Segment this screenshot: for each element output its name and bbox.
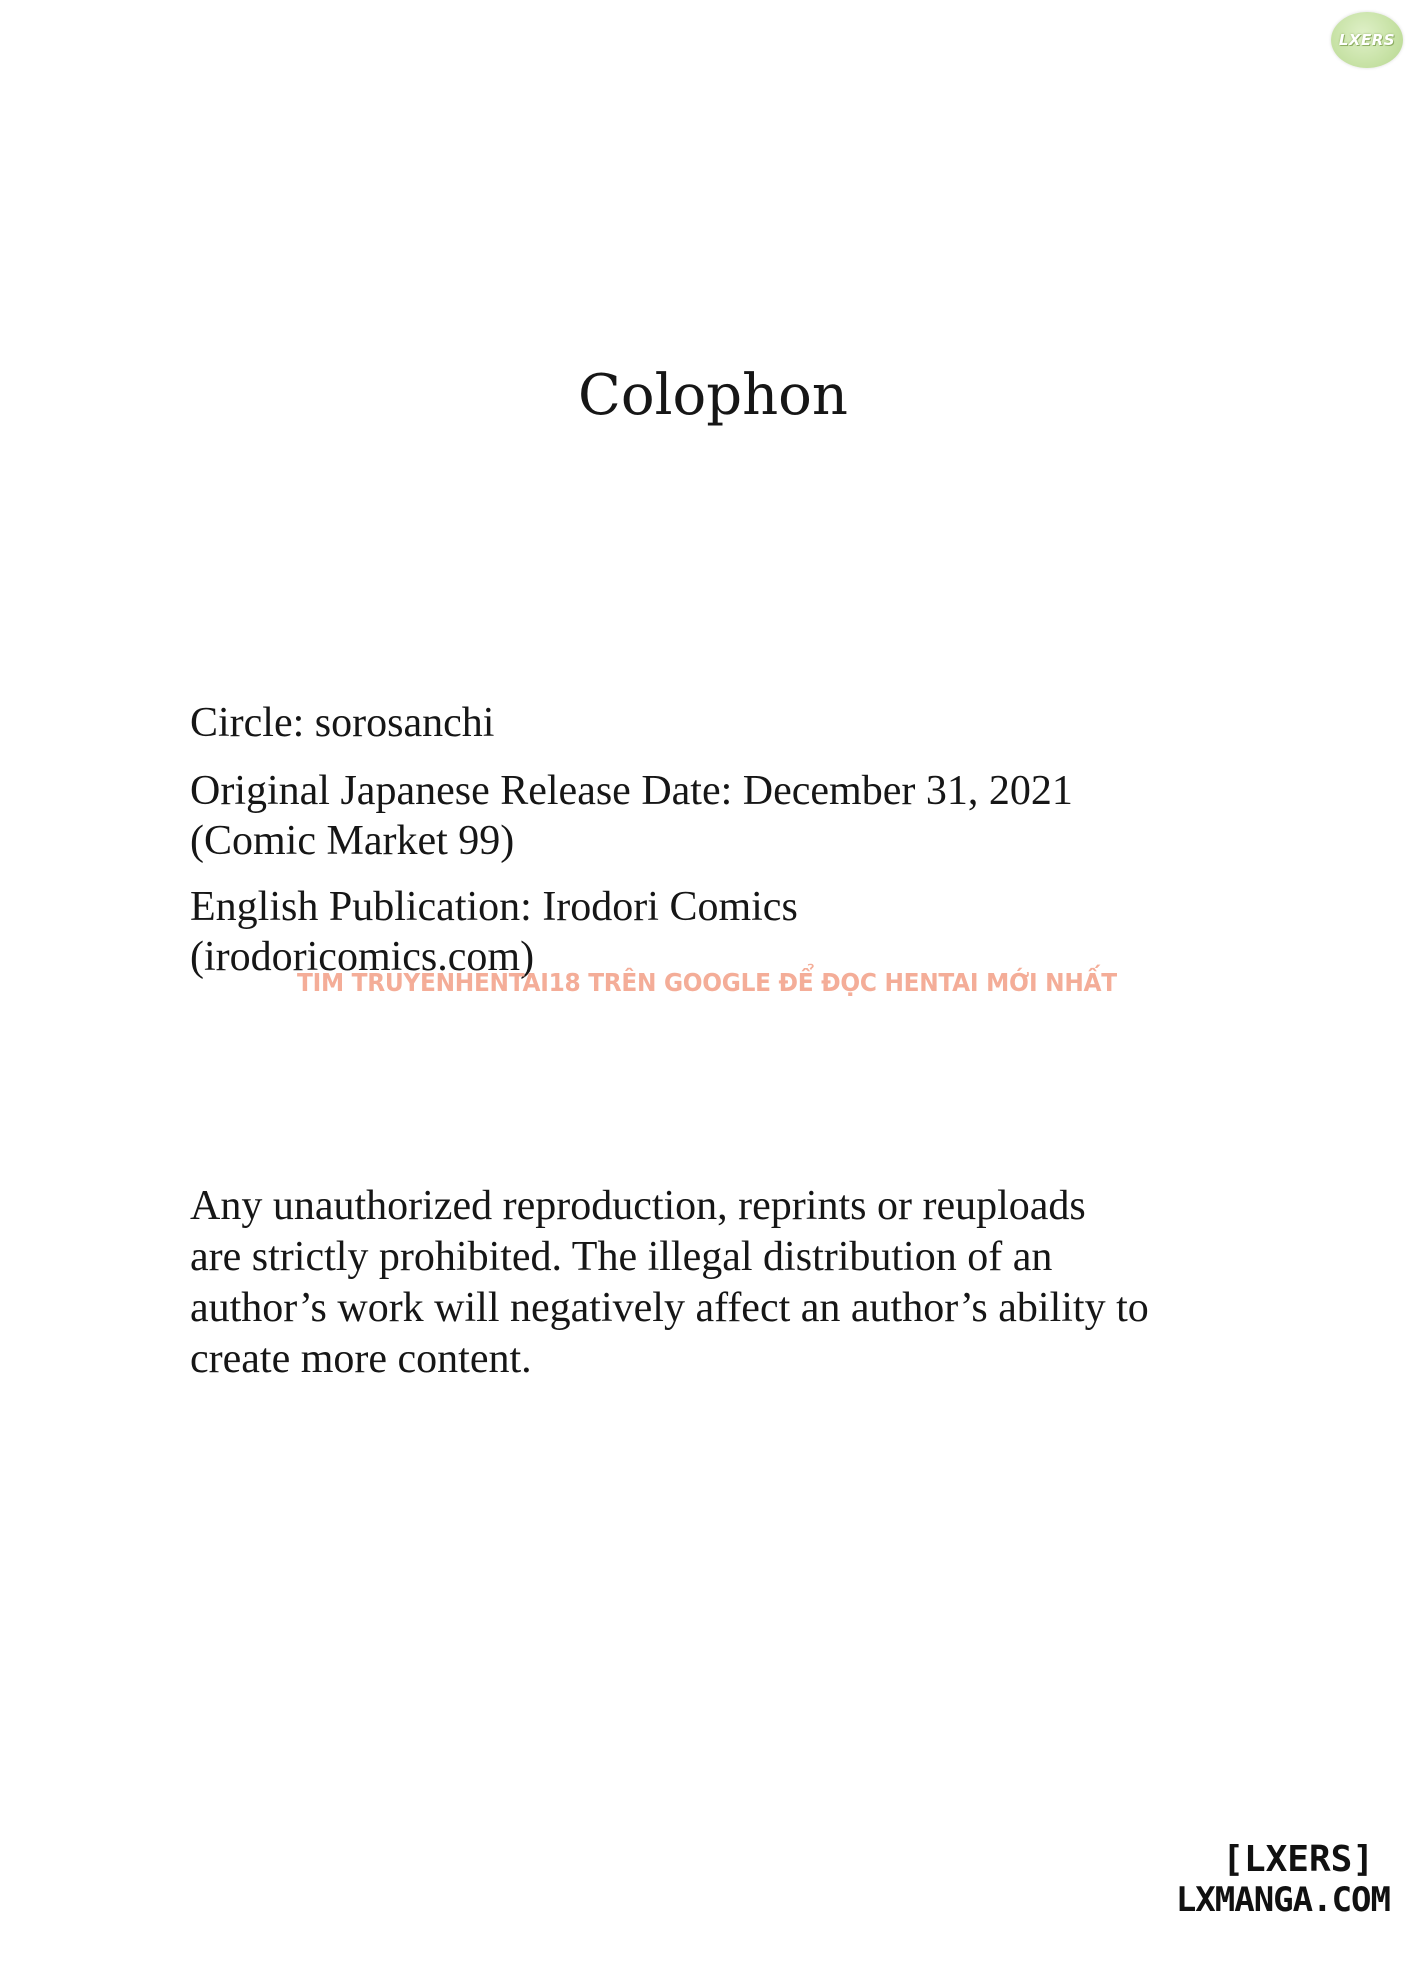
circle-line: Circle: sorosanchi	[190, 700, 495, 746]
notice-line-4: create more content.	[190, 1336, 532, 1382]
notice-line-2: are strictly prohibited. The illegal distribution of an	[190, 1234, 1053, 1280]
notice-line-3: author’s work will negatively affect an author’s ability to	[190, 1285, 1149, 1331]
stamp-site: LXMANGA.COM	[1175, 1880, 1390, 1920]
release-date-line: Original Japanese Release Date: December 31, 2021	[190, 768, 1073, 814]
lxers-logo-badge	[1331, 12, 1403, 68]
release-event-line: (Comic Market 99)	[190, 818, 515, 864]
stamp-tag: [LXERS]	[1222, 1839, 1374, 1880]
publication-line: English Publication: Irodori Comics	[190, 884, 798, 930]
copyright-notice	[190, 1181, 1260, 1385]
publication-site-line: (irodoricomics.com)	[190, 934, 535, 980]
notice-line-1: Any unauthorized reproduction, reprints or reuploads	[190, 1183, 1086, 1229]
page-title: Colophon	[578, 363, 848, 428]
watermark-text: TIM TRUYENHENTAI18 TRÊN GOOGLE ĐỂ ĐỌC HENTAI MỚI NHẤT	[297, 968, 1117, 997]
badge-text: LXERS	[1338, 31, 1396, 49]
site-stamp	[1176, 1840, 1390, 1920]
